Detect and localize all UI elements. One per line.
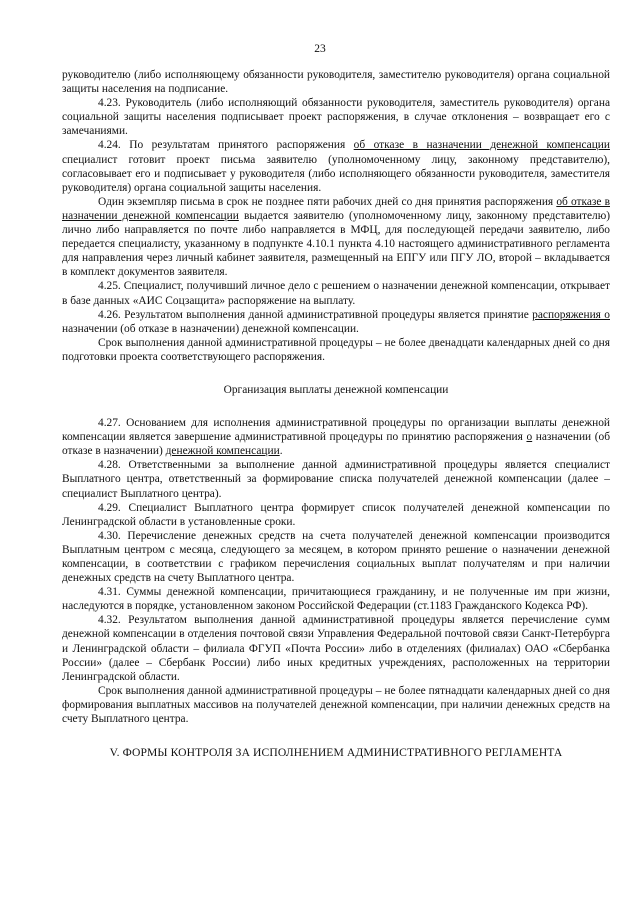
paragraph-deadline-2: Срок выполнения данной административной процедуры – не более пятнадцати календарных дней со дня формирования выплатных массивов на получателей денежной компенсации, при наличии денежных средств на счету Выплатного центра. xyxy=(62,684,610,726)
paragraph-continuation: руководителю (либо исполняющему обязанности руководителя, заместителю руководителя) органа социальной защиты населения на подписание. xyxy=(62,69,610,96)
document-body xyxy=(62,68,610,760)
paragraph-4-24 xyxy=(62,138,610,194)
paragraph-4-28: 4.28. Ответственными за выполнение данной административной процедуры является специалист Выплатного центра, ответственный за формирование списка получателей денежной компенсации (далее – специалист Выплатного центра). xyxy=(62,459,610,500)
text-run: 4.27. Основанием для исполнения административной процедуры по организации выплаты денежной компенсации является завершение административной процедуры по принятию распоряжения xyxy=(62,417,610,444)
underlined-text: распоряжения о xyxy=(532,308,610,321)
paragraph-4-23: 4.23. Руководитель (либо исполняющий обязанности руководителя, заместитель руководителя) органа социальной защиты населения подписывает проект распоряжения, в случае отклонения – возвращает его с замечаниями. xyxy=(62,97,610,138)
paragraph-4-27 xyxy=(62,416,610,458)
page-number: 23 xyxy=(314,43,326,55)
paragraph-4-26 xyxy=(62,308,610,336)
section-heading-payment: Организация выплаты денежной компенсации xyxy=(223,383,449,396)
paragraph-4-29: 4.29. Специалист Выплатного центра формирует список получателей денежной компенсации по Ленинградской области в установленные сроки. xyxy=(62,501,610,528)
underlined-text: денежной компенсации xyxy=(165,445,280,458)
paragraph-4-31: 4.31. Суммы денежной компенсации, причитающиеся гражданину, и не полученные им при жизни, наследуются в порядке, установленном законом Российской Федерации (ст.1183 Гражданского Кодекса РФ). xyxy=(62,586,610,613)
paragraph-4-25: 4.25. Специалист, получивший личное дело с решением о назначении денежной компенсации, открывает в базе данных «АИС Соцзащита» распоряжение на выплату. xyxy=(62,280,610,307)
paragraph-letter-copy xyxy=(62,195,610,280)
text-run: выдается заявителю (уполномоченному лицу, законному представителю) лично либо направляется по почте либо направляется в МФЦ, для последующей передачи заявителю, либо передается специалисту, указанному в подпункте 4.10.1 пункта 4.10 настоящего административного регламента для направления через личный кабинет заявителя, размещенный на ЕПГУ или ПГУ ЛО, второй – вкладывается в комплект документов заявителя. xyxy=(62,209,610,279)
underlined-text: о xyxy=(526,431,533,444)
text-run: назначении (об отказе в назначении) денежной компенсации. xyxy=(62,322,359,335)
underlined-text: об отказе в назначении денежной компенсации xyxy=(62,195,610,222)
underlined-text: об отказе в назначении денежной компенсации xyxy=(353,139,610,152)
text-run: 4.26. Результатом выполнения данной административной процедуры является принятие xyxy=(98,308,533,321)
paragraph-deadline-1: Срок выполнения данной административной процедуры – не более двенадцати календарных дней со дня подготовки проекта соответствующего распоряжения. xyxy=(62,336,610,363)
section-heading-control: V. ФОРМЫ КОНТРОЛЯ ЗА ИСПОЛНЕНИЕМ АДМИНИСТРАТИВНОГО РЕГЛАМЕНТА xyxy=(109,746,563,760)
paragraph-4-30: 4.30. Перечисление денежных средств на счета получателей денежной компенсации производится Выплатным центром с месяца, следующего за месяцем, в котором принято решение о назначении денежной компенсации, в соответствии с графиком перечисления социальных выплат получателям и при наличии денежных средств на счету Выплатного центра. xyxy=(62,529,610,585)
text-run: специалист готовит проект письма заявителю (уполномоченному лицу, законному представителю), согласовывает его и подписывает у руководителя (либо исполняющего обязанности руководителя, заместителя руководителя) органа социальной защиты населения. xyxy=(62,153,610,194)
text-run: назначении (об отказе в назначении) xyxy=(62,431,611,458)
text-run: Один экземпляр письма в срок не позднее пяти рабочих дней со дня принятия распоряжения xyxy=(98,195,557,208)
text-run: 4.24. По результатам принятого распоряжения xyxy=(98,139,354,152)
paragraph-4-32: 4.32. Результатом выполнения данной административной процедуры является перечисление сумм денежной компенсации в отделения почтовой связи Управления Федеральной почтовой связи Санкт-Петербурга и Ленинградской области – филиала ФГУП «Почта России» либо в отделениях (филиалах) ОАО «Сбербанка России» (далее – Сбербанк России) либо иных кредитных учреждениях, расположенных на территории Ленинградской области. xyxy=(62,614,610,683)
text-run: . xyxy=(279,445,283,458)
